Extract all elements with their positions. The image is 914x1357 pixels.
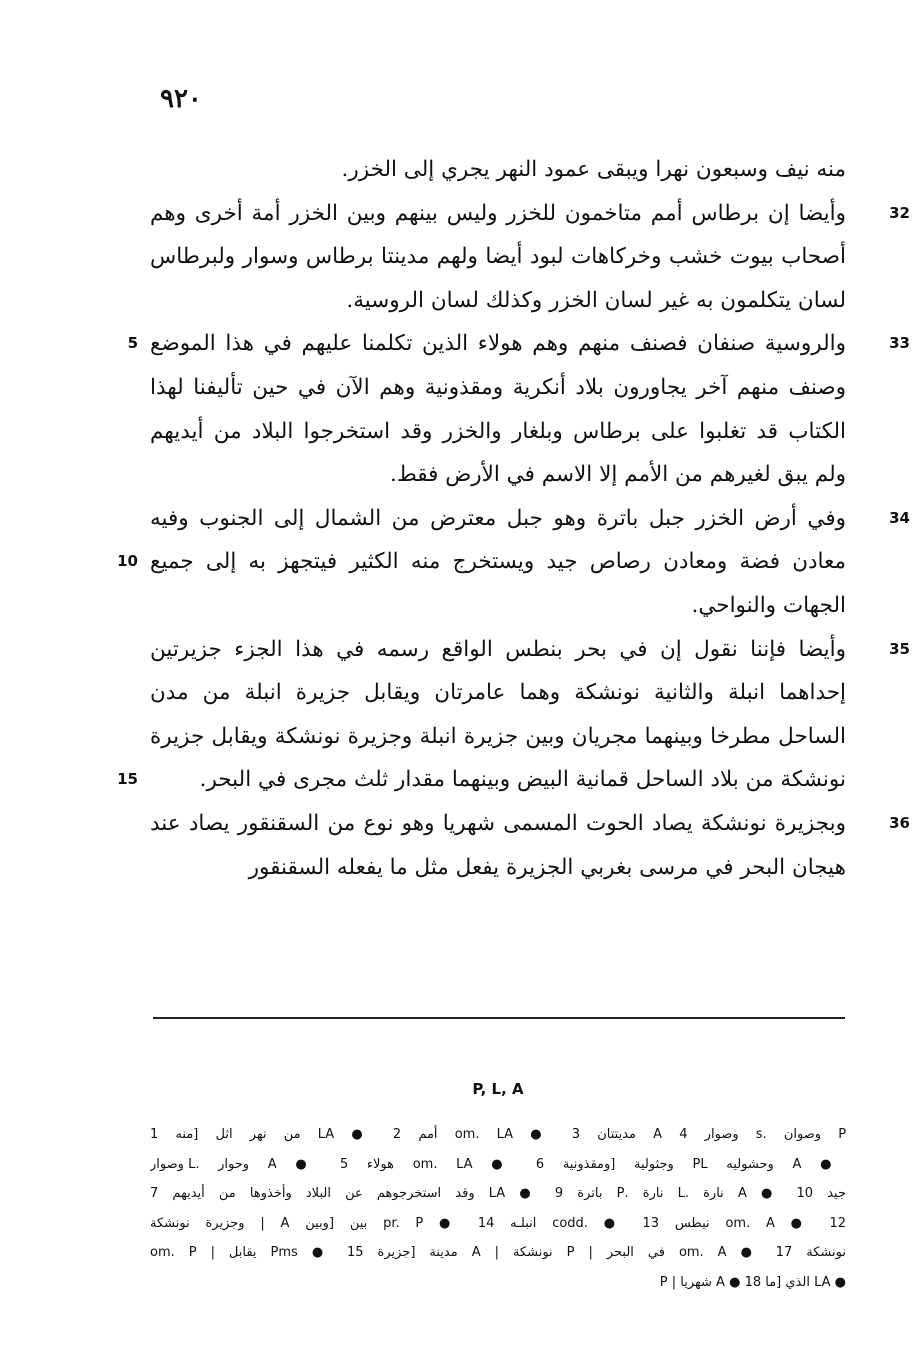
apparatus-line: om. A ● 12 نيطس codd. ● 13 انبلـه pr. P ● 14 بين [وبين A | وجزيرة نونشكة	[150, 1215, 846, 1231]
apparatus-line: P وصوان .s وصوار 4 A مديتتان 3 ● om. LA أمم 2 ● LA من نهر اثل [منه 1	[150, 1127, 846, 1142]
apparatus-line: نونشكة 17 ● om. A في البحر | P نونشكة | A مدينة [جزيرة 15 ● Pms يقابل | om. P	[150, 1245, 846, 1260]
apparatus-line: ● LA الذي [ما 18 ● A شهريا | P	[659, 1274, 846, 1290]
paragraph-text: وأيضا إن برطاس أمم متاخمون للخزر وليس بينهم وبين الخزر أمة أخرى وهم أصحاب بيوت خشب وخركاهات لبود أيضا ولهم مدينتا برطاس وسوار ولبرطاس لسان يتكلمون به غير لسان الخزر وكذلك لسان الروسية.	[150, 200, 846, 313]
paragraph-31	[150, 148, 846, 192]
line-marker-5: 5	[127, 334, 138, 353]
page-number: ٩٢٠	[160, 84, 202, 114]
paragraph-number: 36	[889, 813, 910, 832]
paragraph-text: والروسية صنفان فصنف منهم وهم هولاء الذين تكلمنا عليهم في هذا الموضع وصنف منهم آخر يجاورون بلاد أنكرية ومقذونية وهم الآن في حين تأليفنا لهذا الكتاب قد تغلبوا على برطاس وبلغار والخزر وقد استخرجوا البلاد من أيديهم ولم يبق لغيرهم من الأمم إلا الاسم في الأرض فقط.	[150, 331, 846, 488]
paragraph-number: 32	[889, 203, 910, 222]
apparatus-title: P, L, A	[472, 1080, 524, 1098]
paragraph-text: منه نيف وسبعون نهرا ويبقى عمود النهر يجري إلى الخزر.	[341, 157, 846, 182]
paragraph-35	[117, 628, 910, 802]
paragraph-text: وبجزيرة نونشكة يصاد الحوت المسمى شهريا وهو نوع من السقنقور يصاد عند هيجان البحر في مرسى بغربي الجزيرة يفعل مثل ما يفعله السقنقور	[150, 810, 846, 880]
main-text	[117, 148, 910, 889]
paragraph-number: 35	[889, 639, 910, 658]
critical-apparatus	[150, 1120, 846, 1297]
paragraph-number: 33	[889, 334, 910, 353]
apparatus-line: جيد 10 ● A نارة .L نارة .P باترة 9 ● LA وقد استخرجوهم عن البلاد وأخذوها من أيديهم 7	[150, 1186, 846, 1201]
paragraph-33	[127, 322, 910, 496]
paragraph-text: وأيضا فإننا نقول إن في بحر بنطس الواقع رسمه في هذا الجزء جزيرتين إحداهما انبلة والثانية نونشكة وهما عامرتان ويقابل جزيرة انبلة من مدن الساحل مطرخا وبينهما مجريان وبين جزيرة انبلة وجزيرة نونشكة ويقابل جزيرة نونشكة من بلاد الساحل قمانية البيض وبينهما مقدار ثلث مجرى في البحر.	[150, 636, 846, 793]
footnote-divider	[153, 1017, 845, 1019]
line-marker-10: 10	[117, 552, 138, 571]
paragraph-number: 34	[889, 508, 910, 527]
line-marker-15: 15	[117, 770, 138, 789]
apparatus-line: ● A وحشوليه PL وجثولية [ومقذونية 6 ● om. LA هولاء 5 ● A وحوار .L وصوار	[150, 1156, 846, 1172]
paragraph-36	[150, 802, 910, 889]
paragraph-32	[150, 192, 910, 323]
paragraph-text: وفي أرض الخزر جبل باترة وهو جبل معترض من الشمال إلى الجنوب وفيه معادن فضة ومعادن رصاص جيد ويستخرج منه الكثير فيتجهز به إلى جميع الجهات والنواحي.	[150, 505, 846, 618]
paragraph-34	[117, 497, 910, 628]
